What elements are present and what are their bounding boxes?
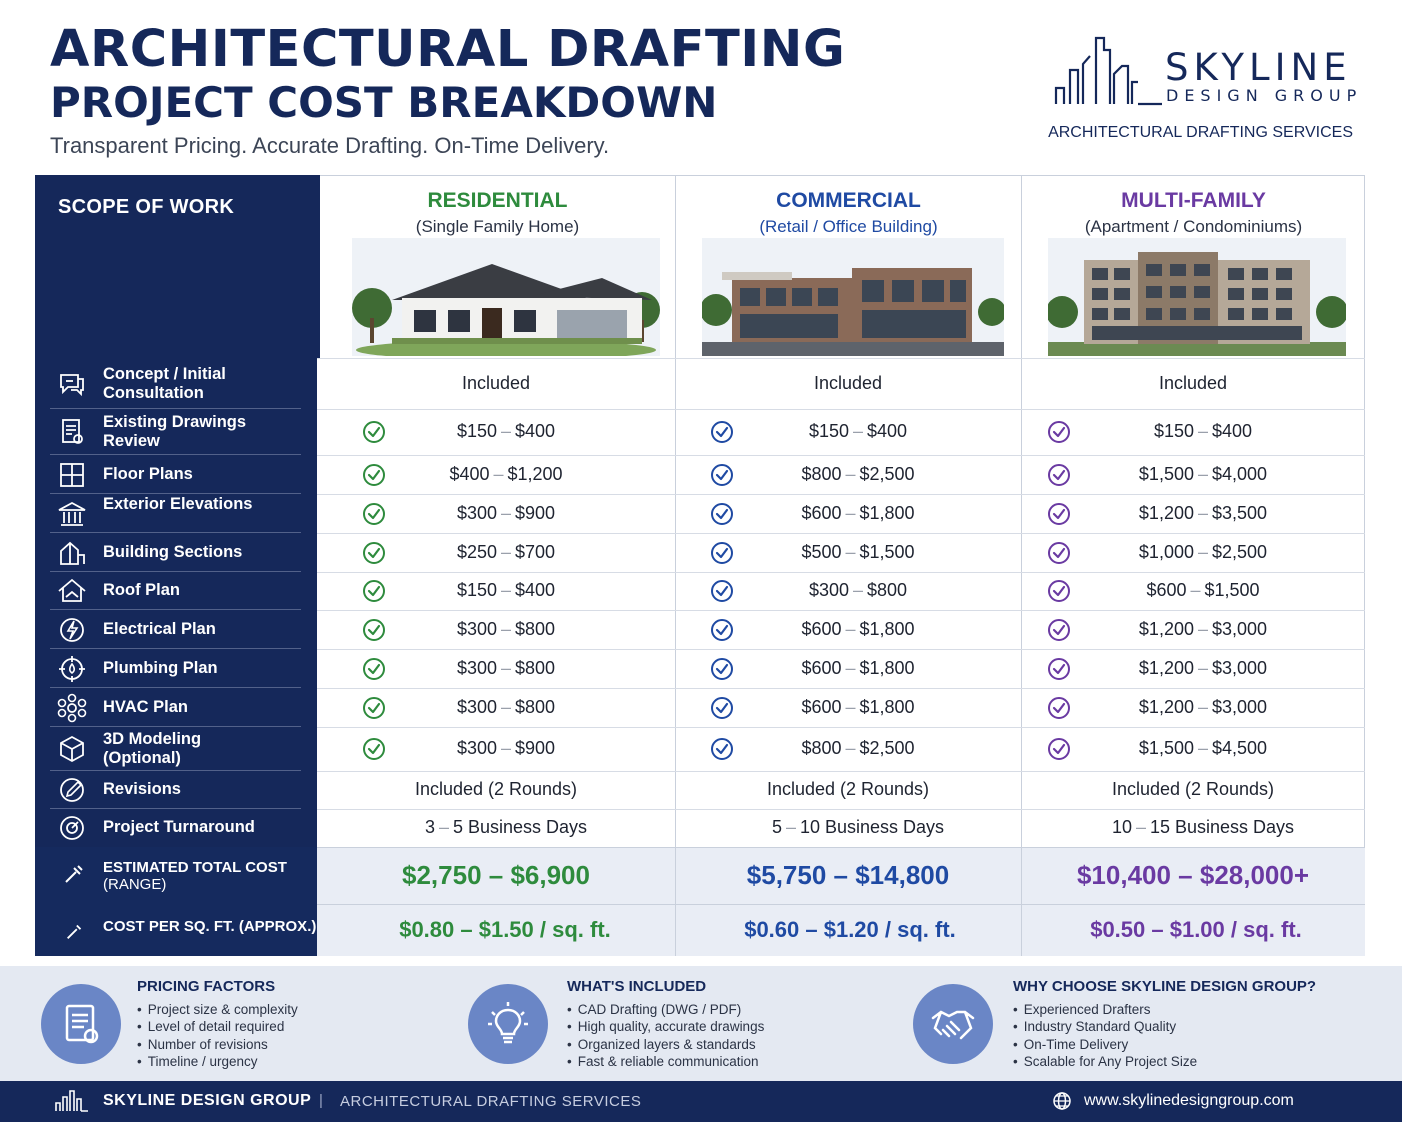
price-low: $300 [808,580,849,600]
price-cell: $500 – $1,500 [801,541,915,562]
check-icon [1047,737,1071,761]
row-label: Existing Drawings Review [103,413,247,450]
price-cell: $150 – $400 [456,580,556,600]
price-cell: $600 – $1,800 [801,618,915,639]
edit-icon [56,774,88,806]
price-cell: $1,200 – $3,000 [1138,657,1268,678]
page-subtitle: PROJECT COST BREAKDOWN [50,78,718,127]
check-icon [1047,579,1071,603]
info-why-circle [913,984,993,1064]
price-high: $800 [867,580,908,600]
row-label: Concept / Initial Consultation [103,364,226,402]
residential-house-image [352,238,660,356]
total-label: ESTIMATED TOTAL COST [103,859,287,876]
ruler-icon [64,920,86,942]
price-high: $2,500 [859,738,915,758]
handshake-icon [929,1000,977,1048]
price-low: $300 [456,618,497,639]
price-high: $1,800 [859,657,915,678]
price-low: $400 [449,463,490,484]
price-low: 5 [771,817,782,837]
price-low: $1,000 [1138,541,1194,562]
price-low: $300 [456,657,497,678]
value-cell: Included (2 Rounds) [766,779,930,799]
lightbulb-icon [484,1000,532,1048]
clock-icon [56,812,88,844]
list-item: • Fast & reliable communication [567,1053,764,1070]
row-label: Exterior Elevations [103,494,253,513]
hvac-icon [56,692,88,724]
price-cell: $1,200 – $3,000 [1138,696,1268,717]
brand-sub: DESIGN GROUP [1166,86,1363,105]
price-high: 5 Business Days [452,817,588,837]
price-low: $300 [456,696,497,717]
list-item: • Industry Standard Quality [1013,1018,1197,1035]
row-label: Revisions [103,780,181,798]
footer [0,1081,1402,1122]
chat-icon [56,368,88,400]
row-label: Project Turnaround [103,818,255,836]
price-low: 10 [1111,817,1132,837]
price-low: $600 [801,502,842,523]
price-high: $4,000 [1212,463,1268,484]
calculator-icon [62,862,86,886]
check-icon [1047,420,1071,444]
price-high: $1,800 [859,502,915,523]
price-cell: $150 – $400 [1153,421,1253,441]
price-cell: $300 – $900 [456,502,556,523]
price-low: 3 [424,817,435,837]
website-link[interactable]: www.skylinedesigngroup.com [1084,1092,1294,1109]
price-low: $600 [801,696,842,717]
info-title: WHAT'S INCLUDED [567,978,707,995]
page-title: ARCHITECTURAL DRAFTING [50,20,846,79]
price-cell: $800 – $2,500 [801,463,915,484]
total-residential: $2,750 – $6,900 [402,860,590,890]
price-high: $700 [515,541,556,562]
column-subtitle: (Apartment / Condominiums) [1084,217,1303,236]
price-cell: $400 – $1,200 [449,463,563,484]
whats-included-list [567,1001,764,1070]
price-cell: $600 – $1,800 [801,657,915,678]
price-low: $300 [456,502,497,523]
list-item: • CAD Drafting (DWG / PDF) [567,1001,764,1018]
check-icon [1047,618,1071,642]
sqft-residential: $0.80 – $1.50 / sq. ft. [399,917,611,942]
footer-brand: SKYLINE DESIGN GROUP [103,1092,312,1109]
brand-services: ARCHITECTURAL DRAFTING SERVICES [1048,124,1353,141]
price-low: $500 [801,541,842,562]
document-icon [57,1000,105,1048]
list-item: • Timeline / urgency [137,1053,298,1070]
price-cell: $250 – $700 [456,541,556,562]
section-icon [56,537,88,569]
check-icon [362,696,386,720]
value-cell: Included [813,372,883,393]
footer-separator: | [319,1092,323,1109]
price-high: $800 [515,696,556,717]
list-item: • Level of detail required [137,1018,298,1035]
value-cell: Included [461,372,531,393]
price-high: 10 Business Days [799,817,945,837]
price-high: $3,000 [1212,618,1268,639]
floor-plan-icon [56,459,88,491]
price-low: $150 [808,421,849,441]
price-high: $1,800 [859,618,915,639]
price-cell: $1,200 – $3,000 [1138,618,1268,639]
column-subtitle: (Single Family Home) [415,217,580,236]
tagline: Transparent Pricing. Accurate Drafting. On-Time Delivery. [50,133,610,158]
row-label: Roof Plan [103,581,180,599]
globe-icon [1052,1091,1072,1111]
value-cell: Included (2 Rounds) [414,779,578,799]
check-icon [710,696,734,720]
price-high: $1,500 [859,541,915,562]
building-icon [56,498,88,530]
price-high: $2,500 [859,463,915,484]
check-icon [1047,696,1071,720]
check-icon [710,420,734,444]
price-low: $800 [801,463,842,484]
price-high: $1,800 [859,696,915,717]
info-title: WHY CHOOSE SKYLINE DESIGN GROUP? [1013,978,1317,995]
price-low: $150 [456,580,497,600]
sqft-multifamily: $0.50 – $1.00 / sq. ft. [1090,917,1302,942]
column-title: MULTI-FAMILY [1121,189,1266,212]
price-low: $150 [456,421,497,441]
check-icon [710,737,734,761]
price-high: $4,500 [1212,738,1268,758]
price-cell: $150 – $400 [456,421,556,441]
list-item: • Experienced Drafters [1013,1001,1197,1018]
price-high: $400 [515,580,556,600]
commercial-building-image [702,238,1004,356]
row-label: HVAC Plan [103,697,188,716]
row-label: Plumbing Plan [103,658,218,677]
price-high: $3,000 [1212,657,1268,678]
pricing-factors-list [137,1001,298,1070]
value-cell: Included (2 Rounds) [1111,779,1275,799]
price-low: $1,500 [1138,738,1194,758]
price-high: $400 [515,421,556,441]
document-icon [56,416,88,448]
price-cell: $1,500 – $4,000 [1138,463,1268,484]
price-cell: $300 – $800 [456,696,556,717]
total-commercial: $5,750 – $14,800 [746,860,950,890]
price-cell: $300 – $800 [808,580,908,600]
price-cell: $600 – $1,800 [801,502,915,523]
list-item: • On-Time Delivery [1013,1036,1197,1053]
check-icon [710,618,734,642]
check-icon [1047,657,1071,681]
row-label: Electrical Plan [103,619,216,638]
row-label: Building Sections [103,542,243,561]
sqft-label: COST PER SQ. FT. (APPROX.) [103,918,317,935]
price-low: $1,200 [1138,657,1194,678]
total-multifamily: $10,400 – $28,000+ [1076,860,1310,890]
check-icon [710,579,734,603]
price-high: $800 [515,618,556,639]
price-low: $1,200 [1138,502,1194,523]
price-cell: $1,500 – $4,500 [1138,738,1268,758]
price-low: $150 [1153,421,1194,441]
check-icon [362,579,386,603]
price-high: $800 [515,657,556,678]
price-high: 15 Business Days [1149,817,1295,837]
check-icon [710,502,734,526]
price-low: $800 [801,738,842,758]
price-cell: 5 – 10 Business Days [771,817,945,837]
column-subtitle: (Retail / Office Building) [759,217,938,236]
price-high: $400 [1212,421,1253,441]
price-low: $600 [1146,580,1187,600]
check-icon [362,737,386,761]
electric-icon [56,614,88,646]
value-cell: Included [1158,372,1228,393]
price-cell: $150 – $400 [808,421,908,441]
check-icon [1047,541,1071,565]
list-item: • High quality, accurate drawings [567,1018,764,1035]
brand-name: SKYLINE [1165,46,1352,89]
info-title: PRICING FACTORS [137,978,276,995]
price-cell: $300 – $800 [456,618,556,639]
price-high: $3,500 [1212,502,1268,523]
price-cell: $600 – $1,500 [1146,580,1260,600]
footer-services: ARCHITECTURAL DRAFTING SERVICES [340,1093,642,1110]
price-cell: $600 – $1,800 [801,696,915,717]
price-low: $600 [801,618,842,639]
check-icon [1047,463,1071,487]
check-icon [710,541,734,565]
price-low: $600 [801,657,842,678]
check-icon [710,657,734,681]
price-cell: $1,000 – $2,500 [1138,541,1268,562]
cube-icon [56,733,88,765]
price-high: $900 [515,738,556,758]
plumbing-icon [56,653,88,685]
price-low: $1,200 [1138,618,1194,639]
list-item: • Organized layers & standards [567,1036,764,1053]
price-cell: $300 – $800 [456,657,556,678]
price-low: $300 [456,738,497,758]
column-title: RESIDENTIAL [427,189,568,212]
price-low: $1,200 [1138,696,1194,717]
check-icon [1047,502,1071,526]
info-included-circle [468,984,548,1064]
row-label: Floor Plans [103,464,193,483]
column-title: COMMERCIAL [776,189,921,212]
scope-title: SCOPE OF WORK [58,196,235,218]
multifamily-building-image [1048,238,1346,356]
info-pricing-circle [41,984,121,1064]
price-high: $1,200 [507,463,563,484]
price-cell: 10 – 15 Business Days [1111,817,1295,837]
price-high: $2,500 [1212,541,1268,562]
check-icon [710,463,734,487]
price-high: $400 [867,421,908,441]
price-low: $250 [456,541,497,562]
list-item: • Project size & complexity [137,1001,298,1018]
check-icon [362,463,386,487]
roof-icon [56,575,88,607]
check-icon [362,502,386,526]
sqft-commercial: $0.60 – $1.20 / sq. ft. [744,917,956,942]
why-choose-list [1013,1001,1197,1070]
price-high: $3,000 [1212,696,1268,717]
price-cell: 3 – 5 Business Days [424,817,588,837]
price-high: $1,500 [1204,580,1260,600]
price-cell: $800 – $2,500 [801,738,915,758]
price-cell: $300 – $900 [456,738,556,758]
row-label: 3D Modeling (Optional) [103,730,202,767]
check-icon [362,657,386,681]
check-icon [362,420,386,444]
check-icon [362,541,386,565]
list-item: • Number of revisions [137,1036,298,1053]
check-icon [362,618,386,642]
price-cell: $1,200 – $3,500 [1138,502,1268,523]
list-item: • Scalable for Any Project Size [1013,1053,1197,1070]
skyline-logo-small-icon [54,1089,90,1113]
price-low: $1,500 [1138,463,1194,484]
price-high: $900 [515,502,556,523]
total-label-sub: (RANGE) [103,876,167,893]
